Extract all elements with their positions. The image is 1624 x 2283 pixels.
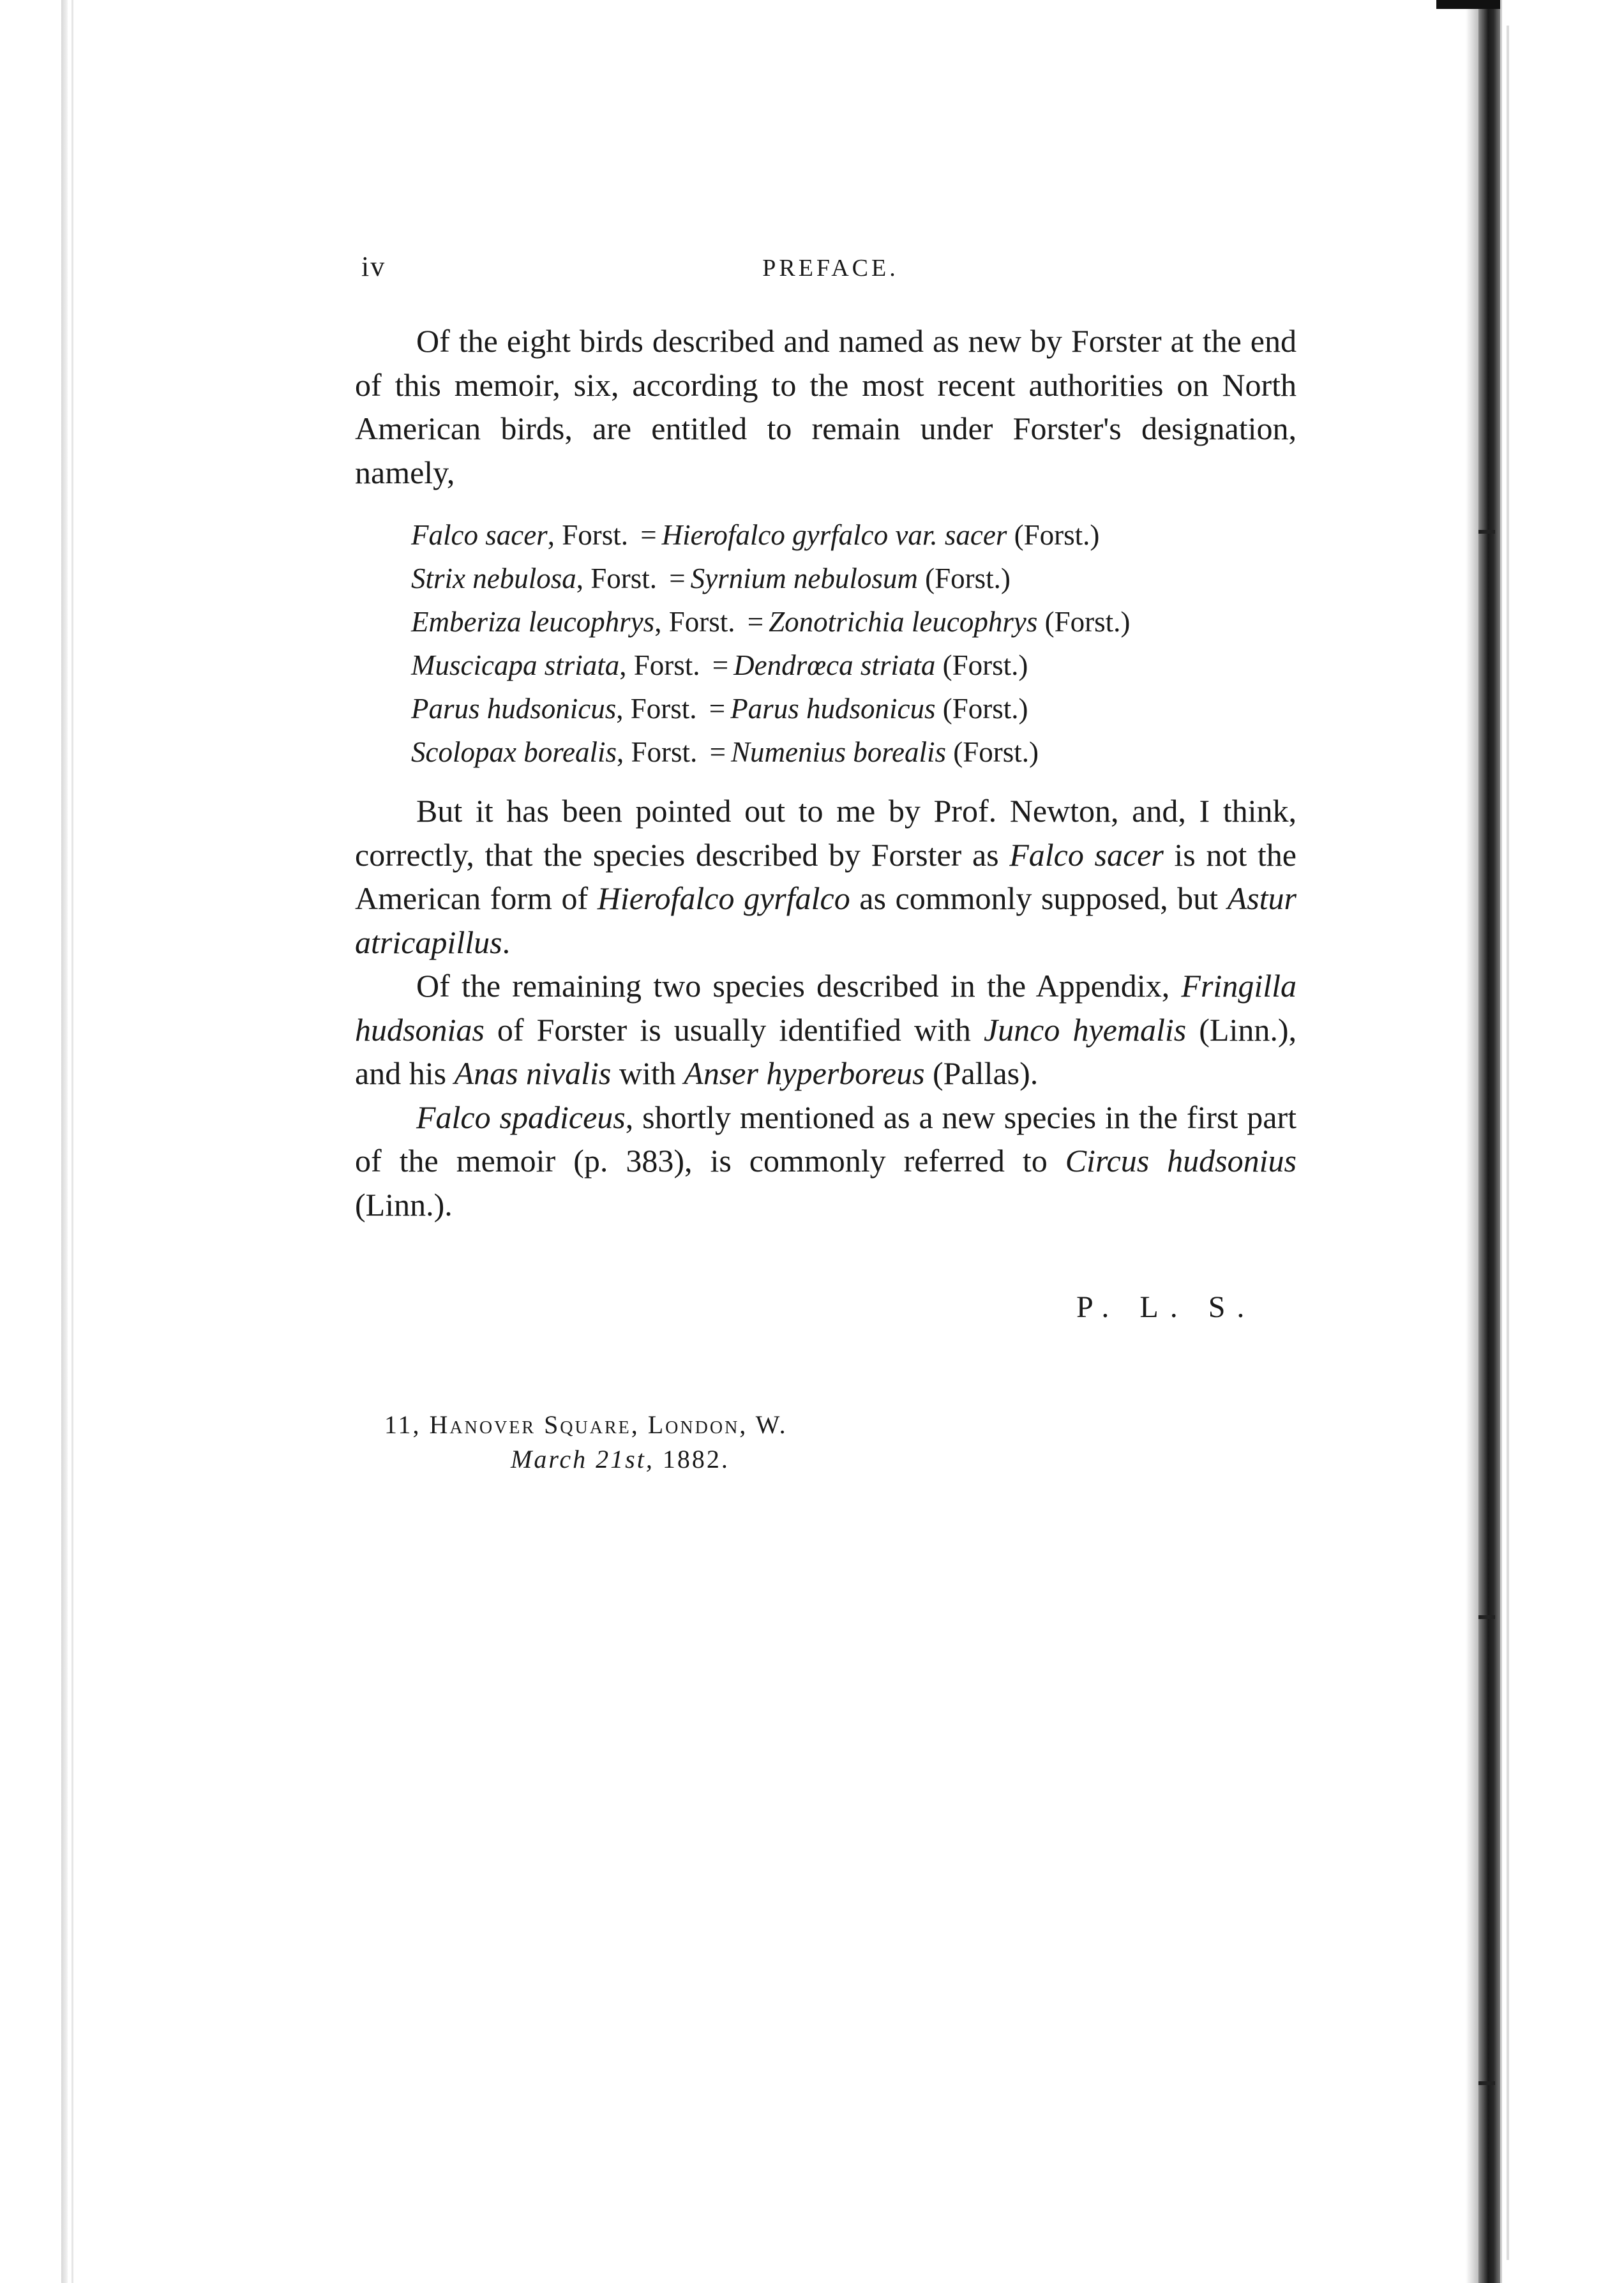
text-run: as commonly supposed, but [850,880,1228,916]
current-author: (Forst.) [953,736,1039,768]
equals-sign: = [640,519,657,551]
species-name: Astur atricapillus [355,880,1297,960]
remaining-species-paragraph [355,964,1297,1096]
author: , Forst. [576,562,658,594]
synonym-entry [411,600,1297,644]
text-run: is not the American form of [355,836,1297,916]
equals-sign: = [709,736,726,768]
running-head [361,250,1300,289]
text-run: , shortly mentioned as a new species in the first part of the memoir (p. 383), is commonly referred to [355,1099,1297,1179]
current-name: Parus hudsonicus [730,693,936,725]
forster-name: Strix nebulosa [411,562,576,594]
author: , Forst. [547,519,628,551]
forster-name: Falco sacer [411,519,548,551]
text-run: But it has been pointed out to me by Prof. Newton, and, I think, correctly, that the species described by Forster as [355,793,1297,873]
equals-sign: = [747,606,764,638]
equals-sign: = [712,649,729,681]
current-author: (Forst.) [925,562,1011,594]
equals-sign: = [709,693,726,725]
species-name: Anas nivalis [454,1055,612,1091]
body-text [355,319,1297,1226]
text-run: with [611,1055,684,1091]
species-name: Circus hudsonius [1065,1143,1297,1179]
current-name: Dendrœca striata [733,649,936,681]
text-run: (Linn.), and his [355,1011,1297,1091]
binding-mark [1478,1615,1495,1619]
current-author: (Forst.) [1014,519,1100,551]
newton-paragraph [355,789,1297,964]
current-author: (Forst.) [942,649,1028,681]
synonym-entry [411,730,1297,774]
facing-page-line [1507,26,1509,2260]
facing-page-edge [1500,0,1624,2283]
current-author: (Forst.) [1044,606,1131,638]
page-number: iv [361,251,386,282]
page-left-edge-line [71,0,73,2283]
forster-name: Muscicapa striata [411,649,620,681]
author: , Forst. [616,693,697,725]
synonym-entry [411,513,1297,557]
author: , Forst. [617,736,698,768]
text-run: (Linn.). [355,1186,453,1223]
intro-paragraph: Of the eight birds described and named as new by Forster at the end of this memoir, six, according to the most recent authorities on North American birds, are entitled to remain under Forster's designation, namely, [355,323,1297,490]
species-name: Hierofalco gyrfalco [597,880,850,916]
author: , Forst. [654,606,735,638]
author-initials: P. L. S. [1076,1290,1256,1324]
street-number: 11, [384,1410,421,1439]
species-name: Junco hyemalis [983,1011,1187,1048]
address-line [384,1410,788,1440]
forster-name: Emberiza leucophrys [411,606,655,638]
book-spine [1478,0,1500,2283]
text-run: . [502,924,511,960]
page-title: PREFACE. [762,255,899,282]
binding-mark [1478,530,1495,534]
current-name: Numenius borealis [730,736,947,768]
synonym-list [355,513,1297,774]
current-name: Hierofalco gyrfalco var. sacer [661,519,1007,551]
synonym-entry [411,687,1297,730]
date-year: 1882. [662,1445,730,1473]
forster-name: Parus hudsonicus [411,693,617,725]
species-name: Anser hyperboreus [684,1055,925,1091]
date-day: March 21st, [511,1445,654,1473]
forster-name: Scolopax borealis [411,736,617,768]
current-name: Syrnium nebulosum [690,562,918,594]
author: , Forst. [619,649,700,681]
species-name: Falco sacer [1009,836,1164,873]
binding-mark [1478,2081,1495,2085]
current-author: (Forst.) [942,693,1028,725]
date-line [511,1444,730,1474]
synonym-entry [411,644,1297,687]
text-run: of Forster is usually identified with [484,1011,984,1048]
species-name: Fringilla hudsonias [355,968,1297,1048]
current-name: Zonotrichia leucophrys [769,606,1038,638]
street-address: Hanover Square, London, W. [429,1410,788,1439]
synonym-entry [411,557,1297,600]
text-run: Of the remaining two species described in the Appendix, [416,968,1182,1004]
species-name: Falco spadiceus [416,1099,626,1135]
spadiceus-paragraph [355,1096,1297,1227]
page-left-edge [61,0,68,2283]
text-run: (Pallas). [924,1055,1039,1091]
gutter-shadow [1466,0,1478,2283]
equals-sign: = [669,562,686,594]
